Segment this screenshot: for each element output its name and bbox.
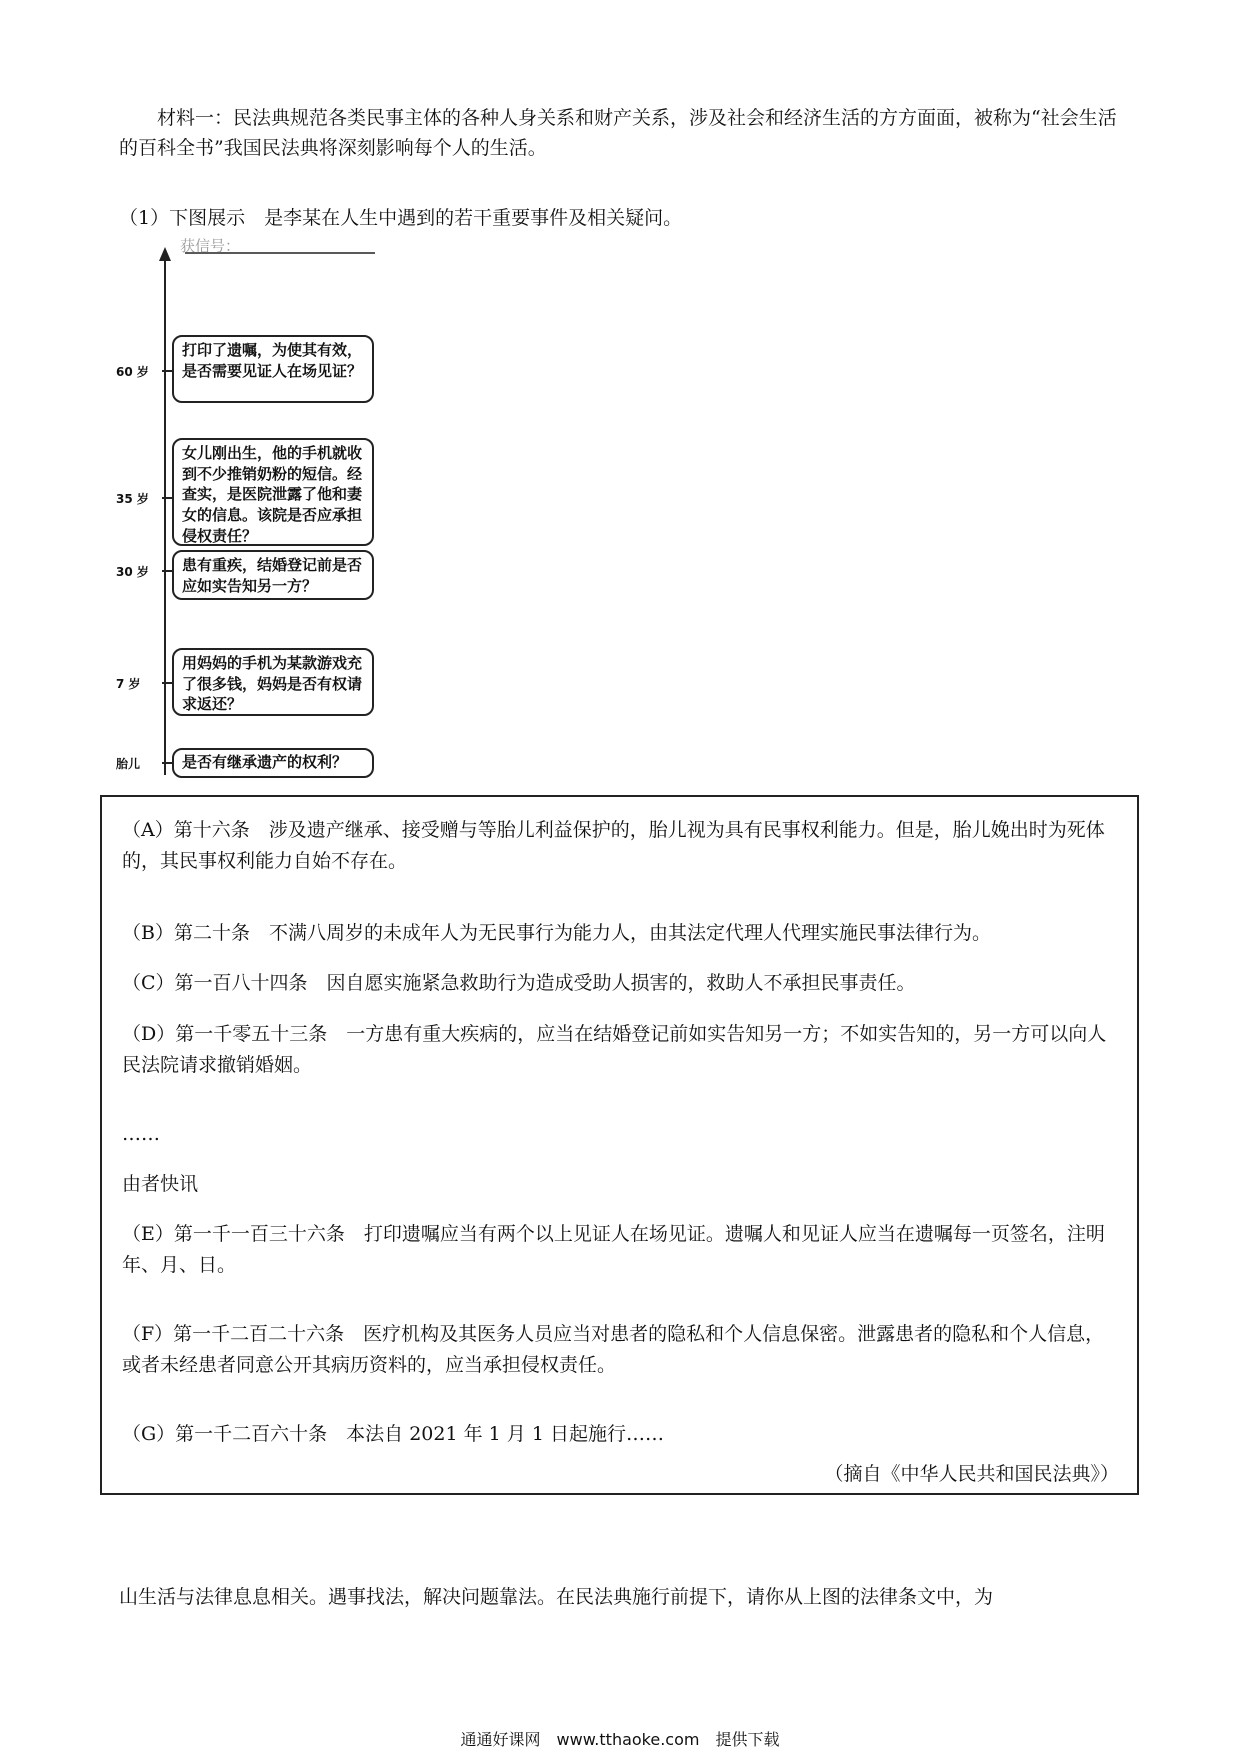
ellipsis: ……	[122, 1123, 160, 1145]
age-label: 35 岁	[116, 492, 149, 506]
event-box-35: 女儿刚出生，他的手机就收到不少推销奶粉的短信。经查实，是医院泄露了他和妻女的信息。该院是否应承担侵权责任？	[172, 438, 374, 546]
material-paragraph: 材料一：民法典规范各类民事主体的各种人身关系和财产关系，涉及社会和经济生活的方方面面，被称为“社会生活的百科全书”我国民法典将深刻影响每个人的生活。	[119, 107, 1117, 160]
bottom-question-text: 山生活与法律息息相关。遇事找法，解决问题靠法。在民法典施行前提下，请你从上图的法律条文中，为	[119, 1586, 994, 1608]
law-articles-box	[100, 795, 1139, 1495]
law-article-d: （D）第一千零五十三条 一方患有重大疾病的，应当在结婚登记前如实告知另一方；不如实告知的，另一方可以向人民法院请求撤销婚姻。	[122, 1023, 1107, 1076]
event-box-fetus: 是否有继承遗产的权利？	[172, 748, 374, 778]
arrow-up-icon	[159, 247, 171, 261]
law-article-f: （F）第一千二百二十六条 医疗机构及其医务人员应当对患者的隐私和个人信息保密。泄露患者的隐私和个人信息，或者未经患者同意公开其病历资料的，应当承担侵权责任。	[122, 1323, 1105, 1376]
age-label: 60 岁	[116, 365, 149, 379]
event-box-60: 打印了遗嘱，为使其有效，是否需要见证人在场见证？	[172, 335, 374, 403]
law-article-e: （E）第一千一百三十六条 打印遗嘱应当有两个以上见证人在场见证。遗嘱人和见证人应当在遗嘱每一页签名，注明年、月、日。	[122, 1223, 1105, 1276]
news-label: 由者快讯	[122, 1173, 199, 1195]
event-box-7: 用妈妈的手机为某款游戏充了很多钱，妈妈是否有权请求返还？	[172, 648, 374, 716]
law-article-g: （G）第一千二百六十条 本法自 2021 年 1 月 1 日起施行……	[122, 1423, 664, 1445]
question-intro: （1）下图展示 是李某在人生中遇到的若干重要事件及相关疑问。	[119, 207, 683, 229]
law-article-c: （C）第一百八十四条 因自愿实施紧急救助行为造成受助人损害的，救助人不承担民事责任。	[122, 972, 916, 994]
law-source: （摘自《中华人民共和国民法典》）	[824, 1463, 1119, 1485]
law-article-b: （B）第二十条 不满八周岁的未成年人为无民事行为能力人，由其法定代理人代理实施民事法律行为。	[122, 922, 991, 944]
age-label: 胎儿	[116, 757, 141, 771]
law-article-a: （A）第十六条 涉及遗产继承、接受赠与等胎儿利益保护的，胎儿视为具有民事权利能力。但是，胎儿娩出时为死体的，其民事权利能力自始不存在。	[122, 819, 1105, 872]
page-footer: 通通好课网 www.tthaoke.com 提供下载	[460, 1730, 780, 1749]
event-box-30: 患有重疾，结婚登记前是否应如实告知另一方？	[172, 550, 374, 600]
age-label: 30 岁	[116, 565, 149, 579]
timeline-top-fragment: 获信号：	[180, 237, 241, 255]
age-label: 7 岁	[116, 677, 141, 691]
life-timeline-figure	[110, 237, 410, 785]
